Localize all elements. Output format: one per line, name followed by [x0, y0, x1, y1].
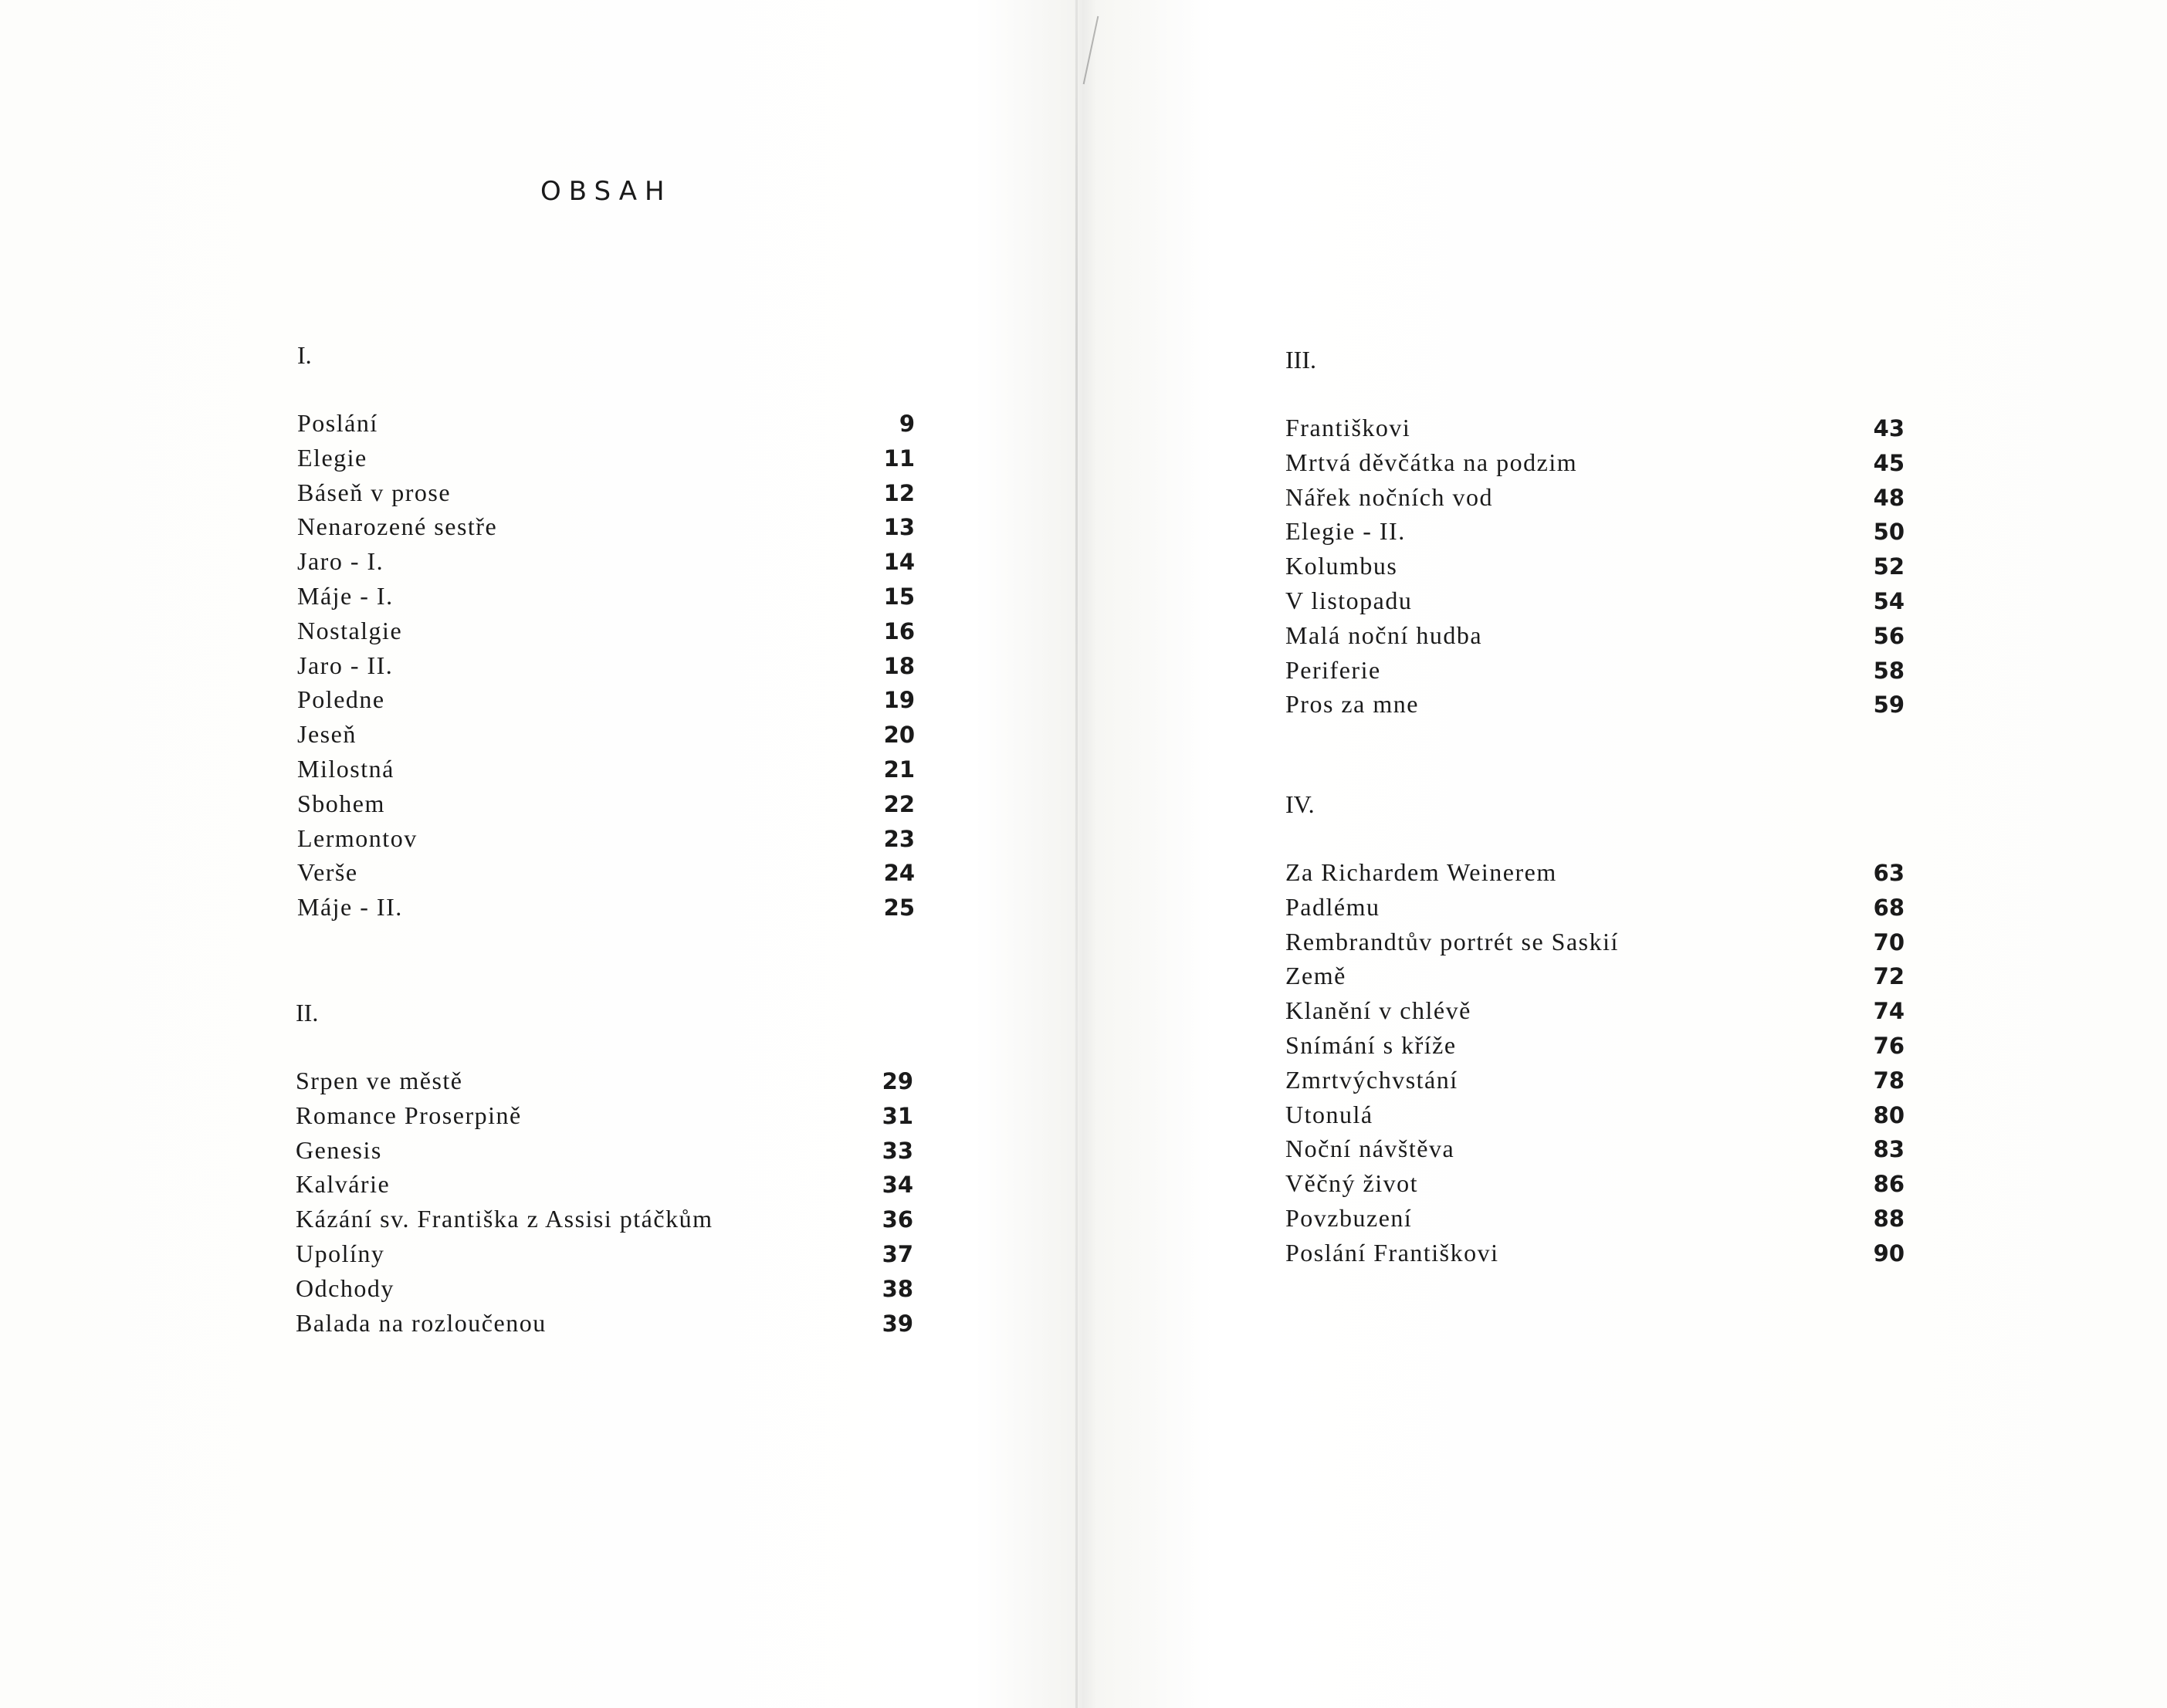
toc-entry: [1285, 552, 1905, 587]
entry-page-number: 36: [882, 1206, 913, 1233]
entry-page-number: 58: [1873, 657, 1905, 684]
entry-title: Báseň v prose: [297, 478, 452, 506]
entry-page-number: 80: [1873, 1101, 1905, 1128]
entry-page-number: 31: [882, 1102, 913, 1129]
toc-entry: [297, 582, 915, 617]
section-heading: II.: [296, 999, 319, 1026]
entry-title: Balada na rozloučenou: [296, 1308, 547, 1337]
toc-entry: [1285, 1135, 1905, 1169]
entry-page-number: 68: [1873, 894, 1905, 921]
toc-entry: [1285, 1031, 1905, 1066]
entry-page-number: 34: [882, 1172, 913, 1199]
entry-title: Kalvárie: [296, 1170, 391, 1199]
entry-page-number: 74: [1873, 998, 1905, 1025]
entry-title: Jaro - I.: [297, 547, 384, 576]
entry-title: Jaro - II.: [297, 651, 394, 679]
toc-entry: [297, 790, 915, 824]
toc-entry: [297, 755, 915, 790]
entry-page-number: 24: [883, 860, 915, 887]
entry-title: Máje - II.: [297, 893, 403, 922]
entry-page-number: 43: [1873, 415, 1905, 441]
entry-page-number: 39: [882, 1310, 913, 1337]
toc-entry: [297, 720, 915, 755]
entry-page-number: 56: [1873, 622, 1905, 649]
toc-entry: [1285, 517, 1905, 552]
toc-entry: [297, 824, 915, 859]
toc-entry: [1285, 483, 1905, 518]
entry-page-number: 11: [883, 445, 915, 472]
toc-entry: [1285, 893, 1905, 928]
entry-title: Elegie - II.: [1285, 517, 1406, 546]
toc-entry: [296, 1240, 913, 1274]
entry-page-number: 13: [883, 514, 915, 541]
entry-title: Povzbuzení: [1285, 1203, 1413, 1232]
toc-entry: [1285, 448, 1905, 483]
toc-entry: [296, 1067, 913, 1101]
entry-title: Nostalgie: [297, 616, 403, 644]
toc-entry: [1285, 858, 1905, 893]
entry-title: Klanění v chlévě: [1285, 996, 1471, 1025]
entry-title: Nenarozené sestře: [297, 512, 498, 541]
entry-page-number: 45: [1873, 449, 1905, 476]
toc-section-ii: [296, 997, 913, 1343]
entry-title: Milostná: [297, 754, 394, 783]
entry-page-number: 76: [1873, 1032, 1905, 1059]
entry-title: Nářek nočních vod: [1285, 482, 1493, 511]
entry-page-number: 48: [1873, 484, 1905, 511]
entry-page-number: 23: [883, 825, 915, 852]
entry-page-number: 59: [1873, 692, 1905, 719]
toc-entry: [297, 479, 915, 513]
entry-title: Lermontov: [297, 824, 418, 852]
entry-title: Poledne: [297, 685, 385, 714]
entry-title: Verše: [297, 858, 358, 887]
toc-entry: [1285, 1066, 1905, 1101]
toc-entry: [297, 893, 915, 928]
entry-title: Zmrtvýchvstání: [1285, 1065, 1458, 1094]
entry-title: Periferie: [1285, 655, 1381, 684]
entry-title: Mrtvá děvčátka na podzim: [1285, 448, 1578, 476]
entry-title: Máje - I.: [297, 581, 394, 610]
toc-entry: [297, 685, 915, 720]
entry-title: Upolíny: [296, 1239, 385, 1267]
entry-page-number: 88: [1873, 1205, 1905, 1232]
toc-entry: [1285, 587, 1905, 621]
toc-entry: [1285, 1204, 1905, 1239]
toc-entry: [296, 1309, 913, 1344]
entry-page-number: 9: [899, 411, 915, 437]
section-heading: I.: [297, 341, 312, 369]
toc-entry: [297, 547, 915, 582]
toc-entry: [297, 858, 915, 893]
toc-entry: [1285, 690, 1905, 725]
toc-entry: [1285, 962, 1905, 996]
entry-page-number: 33: [882, 1137, 913, 1164]
toc-section-iii: [1285, 344, 1905, 725]
entry-page-number: 12: [883, 479, 915, 506]
toc-entry: [1285, 656, 1905, 691]
entry-title: Země: [1285, 962, 1346, 990]
entry-title: Za Richardem Weinerem: [1285, 858, 1557, 886]
entry-page-number: 54: [1873, 587, 1905, 614]
entry-page-number: 83: [1873, 1136, 1905, 1163]
entry-title: Noční návštěva: [1285, 1135, 1455, 1163]
toc-entry: [1285, 1101, 1905, 1135]
toc-entry: [1285, 928, 1905, 962]
entry-page-number: 21: [883, 756, 915, 783]
toc-entry: [297, 617, 915, 651]
entry-title: Sbohem: [297, 789, 385, 817]
entry-title: Kázání sv. Františka z Assisi ptáčkům: [296, 1205, 713, 1233]
entry-page-number: 16: [883, 617, 915, 644]
entry-title: Romance Proserpině: [296, 1101, 522, 1129]
entry-list: [297, 409, 915, 928]
toc-entry: [296, 1274, 913, 1309]
entry-title: Elegie: [297, 443, 367, 472]
entry-page-number: 20: [883, 722, 915, 749]
entry-page-number: 72: [1873, 963, 1905, 990]
entry-page-number: 15: [883, 583, 915, 610]
toc-entry: [1285, 621, 1905, 656]
entry-title: V listopadu: [1285, 586, 1413, 614]
entry-page-number: 78: [1873, 1067, 1905, 1094]
entry-page-number: 29: [882, 1068, 913, 1094]
entry-page-number: 50: [1873, 519, 1905, 546]
entry-page-number: 22: [883, 790, 915, 817]
entry-title: Věčný život: [1285, 1169, 1418, 1198]
entry-list: [296, 1067, 913, 1343]
entry-title: Kolumbus: [1285, 552, 1398, 580]
section-heading: III.: [1285, 346, 1316, 374]
entry-page-number: 70: [1873, 928, 1905, 955]
paper-crease: [1083, 16, 1099, 84]
toc-entry: [297, 444, 915, 479]
page-fold: [1075, 0, 1078, 1708]
entry-title: Padlému: [1285, 892, 1380, 921]
entry-title: Malá noční hudba: [1285, 621, 1483, 649]
entry-list: [1285, 414, 1905, 725]
entry-list: [1285, 858, 1905, 1273]
entry-title: Poslání: [297, 409, 378, 437]
toc-entry: [296, 1136, 913, 1171]
entry-title: Pros za mne: [1285, 690, 1419, 719]
entry-title: Odchody: [296, 1273, 394, 1302]
entry-title: Srpen ve městě: [296, 1067, 463, 1094]
entry-page-number: 52: [1873, 553, 1905, 580]
toc-entry: [296, 1205, 913, 1240]
entry-title: Genesis: [296, 1135, 382, 1164]
entry-title: Františkovi: [1285, 414, 1411, 441]
toc-entry: [297, 651, 915, 686]
entry-title: Utonulá: [1285, 1100, 1373, 1128]
entry-page-number: 14: [883, 549, 915, 576]
toc-section-iv: [1285, 789, 1905, 1273]
entry-page-number: 63: [1873, 860, 1905, 886]
toc-entry: [297, 512, 915, 547]
entry-title: Poslání Františkovi: [1285, 1238, 1499, 1267]
toc-section-i: [297, 340, 915, 928]
entry-page-number: 38: [882, 1275, 913, 1302]
entry-page-number: 90: [1873, 1240, 1905, 1267]
toc-entry: [296, 1170, 913, 1205]
entry-title: Snímání s kříže: [1285, 1030, 1457, 1059]
entry-title: Rembrandtův portrét se Saskií: [1285, 927, 1619, 955]
entry-page-number: 25: [883, 895, 915, 922]
entry-page-number: 37: [882, 1240, 913, 1267]
toc-entry: [1285, 996, 1905, 1031]
entry-page-number: 19: [883, 687, 915, 714]
entry-page-number: 18: [883, 652, 915, 679]
entry-title: Jeseň: [297, 720, 357, 749]
section-heading: IV.: [1285, 790, 1315, 818]
toc-entry: [297, 409, 915, 444]
toc-entry: [1285, 1169, 1905, 1204]
toc-entry: [1285, 1239, 1905, 1273]
entry-page-number: 86: [1873, 1171, 1905, 1198]
toc-entry: [1285, 414, 1905, 448]
page-title: OBSAH: [540, 176, 672, 207]
toc-entry: [296, 1101, 913, 1136]
